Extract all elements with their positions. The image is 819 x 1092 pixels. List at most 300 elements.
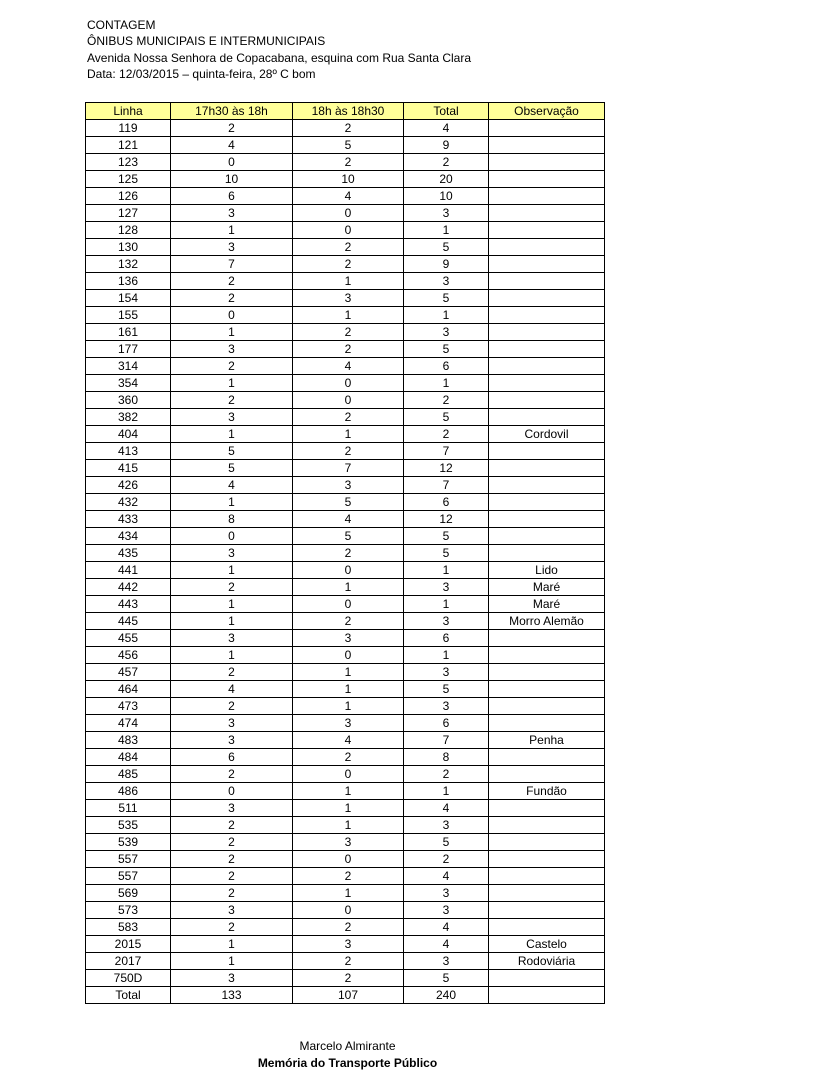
cell-linha: 354: [86, 375, 171, 392]
cell-linha: 445: [86, 613, 171, 630]
cell-linha: 155: [86, 307, 171, 324]
cell-first-period: 2: [171, 834, 293, 851]
cell-first-period: 0: [171, 154, 293, 171]
cell-first-period: 0: [171, 528, 293, 545]
cell-linha: 443: [86, 596, 171, 613]
cell-first-period: 1: [171, 494, 293, 511]
cell-total: 2: [404, 766, 489, 783]
cell-observacao: Fundão: [489, 783, 605, 800]
table-row: [86, 783, 605, 800]
table-row: [86, 800, 605, 817]
cell-total: 2: [404, 392, 489, 409]
table-row: [86, 137, 605, 154]
cell-observacao: [489, 834, 605, 851]
cell-first-period: 1: [171, 426, 293, 443]
cell-second-period: 10: [293, 171, 404, 188]
column-header-total: Total: [404, 103, 489, 120]
cell-total: 7: [404, 477, 489, 494]
cell-first-period: 1: [171, 613, 293, 630]
cell-first-period: 1: [171, 953, 293, 970]
cell-second-period: 3: [293, 477, 404, 494]
table-row: [86, 647, 605, 664]
cell-total: 6: [404, 630, 489, 647]
cell-second-period: 2: [293, 953, 404, 970]
cell-observacao: [489, 307, 605, 324]
cell-first-period: 1: [171, 936, 293, 953]
cell-observacao: [489, 273, 605, 290]
cell-total: 7: [404, 443, 489, 460]
cell-observacao: [489, 698, 605, 715]
cell-first-period: 2: [171, 817, 293, 834]
cell-second-period: 5: [293, 494, 404, 511]
table-row: [86, 749, 605, 766]
table-body: [86, 120, 605, 1004]
cell-second-period: 3: [293, 290, 404, 307]
cell-first-period: 2: [171, 358, 293, 375]
cell-observacao: [489, 290, 605, 307]
cell-first-period: 1: [171, 375, 293, 392]
cell-first-period: 1: [171, 222, 293, 239]
cell-first-period: 0: [171, 307, 293, 324]
cell-second-period: 0: [293, 851, 404, 868]
cell-first-period: 6: [171, 749, 293, 766]
cell-observacao: [489, 851, 605, 868]
cell-linha: 583: [86, 919, 171, 936]
cell-observacao: [489, 545, 605, 562]
cell-second-period: 2: [293, 919, 404, 936]
column-header-observacao: Observação: [489, 103, 605, 120]
table-row: [86, 766, 605, 783]
cell-observacao: Rodoviária: [489, 953, 605, 970]
cell-observacao: Maré: [489, 596, 605, 613]
cell-linha: 360: [86, 392, 171, 409]
cell-observacao: [489, 630, 605, 647]
cell-linha: 557: [86, 868, 171, 885]
cell-linha: 750D: [86, 970, 171, 987]
cell-observacao: [489, 137, 605, 154]
cell-second-period: 4: [293, 511, 404, 528]
cell-second-period: 2: [293, 868, 404, 885]
cell-total: 3: [404, 664, 489, 681]
cell-first-period: 7: [171, 256, 293, 273]
cell-linha: 486: [86, 783, 171, 800]
cell-first-period: 3: [171, 800, 293, 817]
cell-observacao: [489, 681, 605, 698]
cell-second-period: 1: [293, 885, 404, 902]
cell-first-period: 2: [171, 120, 293, 137]
cell-second-period: 3: [293, 834, 404, 851]
cell-second-period: 5: [293, 137, 404, 154]
cell-observacao: [489, 817, 605, 834]
cell-linha: 435: [86, 545, 171, 562]
cell-second-period: 2: [293, 324, 404, 341]
cell-first-period: 2: [171, 273, 293, 290]
cell-observacao: [489, 477, 605, 494]
cell-linha: 161: [86, 324, 171, 341]
cell-linha: 456: [86, 647, 171, 664]
cell-observacao: Penha: [489, 732, 605, 749]
cell-first-period: 133: [171, 987, 293, 1004]
cell-second-period: 0: [293, 647, 404, 664]
table-row: [86, 715, 605, 732]
cell-linha: 457: [86, 664, 171, 681]
cell-total: 1: [404, 562, 489, 579]
footer-organization: Memória do Transporte Público: [257, 1056, 438, 1070]
cell-observacao: [489, 358, 605, 375]
cell-observacao: [489, 443, 605, 460]
cell-second-period: 1: [293, 426, 404, 443]
cell-total: 6: [404, 494, 489, 511]
cell-total: 10: [404, 188, 489, 205]
cell-total: 1: [404, 307, 489, 324]
cell-second-period: 2: [293, 545, 404, 562]
cell-total: 1: [404, 375, 489, 392]
cell-second-period: 0: [293, 205, 404, 222]
table-row: [86, 902, 605, 919]
cell-observacao: [489, 970, 605, 987]
cell-total: 3: [404, 698, 489, 715]
table-row: [86, 732, 605, 749]
table-row: [86, 868, 605, 885]
cell-second-period: 2: [293, 749, 404, 766]
table-row: [86, 171, 605, 188]
cell-first-period: 2: [171, 851, 293, 868]
cell-observacao: [489, 919, 605, 936]
cell-first-period: 2: [171, 392, 293, 409]
cell-second-period: 1: [293, 800, 404, 817]
cell-observacao: [489, 885, 605, 902]
cell-linha: 473: [86, 698, 171, 715]
cell-linha: 130: [86, 239, 171, 256]
cell-second-period: 2: [293, 970, 404, 987]
column-header-second-period: 18h às 18h30: [293, 103, 404, 120]
cell-linha: 415: [86, 460, 171, 477]
cell-total: 3: [404, 324, 489, 341]
cell-total: 5: [404, 681, 489, 698]
cell-linha: 464: [86, 681, 171, 698]
cell-total: 2: [404, 154, 489, 171]
table-row: [86, 698, 605, 715]
cell-observacao: [489, 766, 605, 783]
cell-first-period: 3: [171, 205, 293, 222]
cell-observacao: Maré: [489, 579, 605, 596]
cell-total: 1: [404, 222, 489, 239]
table-row: [86, 681, 605, 698]
cell-second-period: 1: [293, 681, 404, 698]
cell-observacao: [489, 392, 605, 409]
table-row: [86, 341, 605, 358]
table-row: [86, 851, 605, 868]
document-subtitle: ÔNIBUS MUNICIPAIS E INTERMUNICIPAIS: [87, 34, 326, 49]
cell-linha: 511: [86, 800, 171, 817]
cell-total: 3: [404, 205, 489, 222]
document-header: [87, 17, 471, 82]
cell-second-period: 1: [293, 273, 404, 290]
table-row: [86, 613, 605, 630]
table-row: [86, 290, 605, 307]
table-header-row: [86, 103, 605, 120]
cell-observacao: [489, 375, 605, 392]
table-row: [86, 375, 605, 392]
cell-observacao: [489, 749, 605, 766]
cell-total: 240: [404, 987, 489, 1004]
cell-total: 4: [404, 936, 489, 953]
cell-first-period: 5: [171, 460, 293, 477]
table-total-row: [86, 987, 605, 1004]
cell-first-period: 1: [171, 562, 293, 579]
cell-linha: 455: [86, 630, 171, 647]
cell-total: 3: [404, 953, 489, 970]
cell-total: 2: [404, 426, 489, 443]
cell-total: 5: [404, 239, 489, 256]
cell-linha: 441: [86, 562, 171, 579]
table-row: [86, 885, 605, 902]
cell-observacao: [489, 239, 605, 256]
cell-second-period: 1: [293, 307, 404, 324]
cell-first-period: 1: [171, 324, 293, 341]
cell-linha: 474: [86, 715, 171, 732]
cell-total: 4: [404, 120, 489, 137]
cell-observacao: [489, 341, 605, 358]
cell-second-period: 1: [293, 698, 404, 715]
cell-linha: 404: [86, 426, 171, 443]
cell-total: 12: [404, 511, 489, 528]
cell-observacao: [489, 409, 605, 426]
cell-observacao: [489, 256, 605, 273]
cell-linha: 121: [86, 137, 171, 154]
cell-observacao: [489, 715, 605, 732]
cell-second-period: 1: [293, 579, 404, 596]
cell-total: 8: [404, 749, 489, 766]
table-row: [86, 579, 605, 596]
cell-first-period: 2: [171, 919, 293, 936]
table-row: [86, 409, 605, 426]
cell-total: 3: [404, 902, 489, 919]
cell-total: 9: [404, 256, 489, 273]
cell-linha: 539: [86, 834, 171, 851]
cell-total: 4: [404, 919, 489, 936]
cell-total: 2: [404, 851, 489, 868]
table-row: [86, 154, 605, 171]
cell-total: 7: [404, 732, 489, 749]
cell-total: 3: [404, 885, 489, 902]
cell-total: 9: [404, 137, 489, 154]
cell-observacao: [489, 800, 605, 817]
cell-linha: 442: [86, 579, 171, 596]
cell-linha: 127: [86, 205, 171, 222]
cell-linha: 413: [86, 443, 171, 460]
cell-total: 5: [404, 970, 489, 987]
cell-second-period: 107: [293, 987, 404, 1004]
cell-second-period: 0: [293, 375, 404, 392]
cell-first-period: 2: [171, 664, 293, 681]
table-row: [86, 307, 605, 324]
cell-second-period: 1: [293, 817, 404, 834]
table-row: [86, 273, 605, 290]
cell-observacao: Cordovil: [489, 426, 605, 443]
cell-linha: 123: [86, 154, 171, 171]
cell-first-period: 3: [171, 630, 293, 647]
cell-linha: 569: [86, 885, 171, 902]
table-row: [86, 239, 605, 256]
cell-total: 20: [404, 171, 489, 188]
cell-observacao: [489, 460, 605, 477]
cell-total: 1: [404, 783, 489, 800]
cell-second-period: 2: [293, 256, 404, 273]
cell-first-period: 3: [171, 970, 293, 987]
cell-first-period: 6: [171, 188, 293, 205]
cell-first-period: 3: [171, 902, 293, 919]
cell-observacao: [489, 188, 605, 205]
cell-second-period: 3: [293, 630, 404, 647]
cell-linha: 557: [86, 851, 171, 868]
cell-observacao: [489, 205, 605, 222]
cell-linha: 132: [86, 256, 171, 273]
cell-total: 4: [404, 868, 489, 885]
table-row: [86, 528, 605, 545]
cell-total: 5: [404, 409, 489, 426]
cell-second-period: 4: [293, 732, 404, 749]
cell-total: 3: [404, 273, 489, 290]
cell-observacao: Castelo: [489, 936, 605, 953]
table-row: [86, 460, 605, 477]
cell-first-period: 10: [171, 171, 293, 188]
cell-observacao: [489, 324, 605, 341]
cell-linha: 2017: [86, 953, 171, 970]
cell-linha: 126: [86, 188, 171, 205]
table-row: [86, 545, 605, 562]
table-row: [86, 596, 605, 613]
cell-first-period: 2: [171, 579, 293, 596]
cell-observacao: [489, 494, 605, 511]
table-row: [86, 494, 605, 511]
table-row: [86, 188, 605, 205]
table-row: [86, 426, 605, 443]
cell-second-period: 0: [293, 222, 404, 239]
cell-linha: 314: [86, 358, 171, 375]
table-row: [86, 392, 605, 409]
cell-first-period: 0: [171, 783, 293, 800]
cell-observacao: [489, 222, 605, 239]
cell-linha: 119: [86, 120, 171, 137]
cell-total: 5: [404, 528, 489, 545]
cell-second-period: 3: [293, 936, 404, 953]
footer-author: Marcelo Almirante: [299, 1039, 396, 1053]
table-row: [86, 970, 605, 987]
cell-observacao: [489, 902, 605, 919]
cell-total: 3: [404, 613, 489, 630]
cell-total: 5: [404, 545, 489, 562]
cell-first-period: 4: [171, 137, 293, 154]
location-line: Avenida Nossa Senhora de Copacabana, esquina com Rua Santa Clara: [87, 50, 472, 65]
cell-linha: 177: [86, 341, 171, 358]
column-header-first-period: 17h30 às 18h: [171, 103, 293, 120]
table-row: [86, 256, 605, 273]
cell-second-period: 2: [293, 443, 404, 460]
cell-total: 5: [404, 290, 489, 307]
table-row: [86, 664, 605, 681]
cell-second-period: 1: [293, 664, 404, 681]
bus-count-table: [85, 102, 605, 1004]
cell-linha: 434: [86, 528, 171, 545]
cell-first-period: 2: [171, 868, 293, 885]
table-row: [86, 953, 605, 970]
cell-second-period: 2: [293, 120, 404, 137]
cell-total: 1: [404, 647, 489, 664]
cell-linha: 426: [86, 477, 171, 494]
table-row: [86, 477, 605, 494]
table-row: [86, 630, 605, 647]
cell-second-period: 2: [293, 409, 404, 426]
cell-second-period: 4: [293, 358, 404, 375]
cell-linha: 154: [86, 290, 171, 307]
cell-total: 1: [404, 596, 489, 613]
cell-observacao: [489, 511, 605, 528]
column-header-linha: Linha: [86, 103, 171, 120]
cell-observacao: [489, 987, 605, 1004]
document-title: CONTAGEM: [87, 18, 156, 32]
cell-linha: 2015: [86, 936, 171, 953]
cell-observacao: [489, 664, 605, 681]
table-row: [86, 205, 605, 222]
cell-second-period: 2: [293, 613, 404, 630]
cell-first-period: 2: [171, 885, 293, 902]
cell-linha: 483: [86, 732, 171, 749]
cell-observacao: [489, 528, 605, 545]
table-row: [86, 562, 605, 579]
table-row: [86, 936, 605, 953]
cell-first-period: 2: [171, 290, 293, 307]
cell-first-period: 8: [171, 511, 293, 528]
cell-linha: 136: [86, 273, 171, 290]
cell-second-period: 1: [293, 783, 404, 800]
cell-linha: 128: [86, 222, 171, 239]
cell-second-period: 0: [293, 596, 404, 613]
date-line: Data: 12/03/2015 – quinta-feira, 28º C bom: [87, 66, 316, 81]
cell-first-period: 3: [171, 239, 293, 256]
cell-linha: Total: [86, 987, 171, 1004]
cell-observacao: Lido: [489, 562, 605, 579]
cell-first-period: 3: [171, 732, 293, 749]
cell-observacao: [489, 154, 605, 171]
cell-linha: 535: [86, 817, 171, 834]
table-row: [86, 120, 605, 137]
table-row: [86, 324, 605, 341]
cell-second-period: 3: [293, 715, 404, 732]
cell-linha: 382: [86, 409, 171, 426]
cell-second-period: 2: [293, 154, 404, 171]
cell-observacao: [489, 868, 605, 885]
cell-linha: 485: [86, 766, 171, 783]
cell-first-period: 4: [171, 477, 293, 494]
cell-first-period: 1: [171, 596, 293, 613]
cell-second-period: 2: [293, 341, 404, 358]
table-row: [86, 222, 605, 239]
cell-observacao: [489, 171, 605, 188]
cell-total: 12: [404, 460, 489, 477]
cell-second-period: 7: [293, 460, 404, 477]
cell-first-period: 3: [171, 715, 293, 732]
table-row: [86, 443, 605, 460]
table-row: [86, 919, 605, 936]
cell-total: 6: [404, 358, 489, 375]
cell-first-period: 4: [171, 681, 293, 698]
cell-total: 6: [404, 715, 489, 732]
cell-first-period: 3: [171, 409, 293, 426]
cell-second-period: 0: [293, 902, 404, 919]
cell-linha: 573: [86, 902, 171, 919]
table-row: [86, 834, 605, 851]
